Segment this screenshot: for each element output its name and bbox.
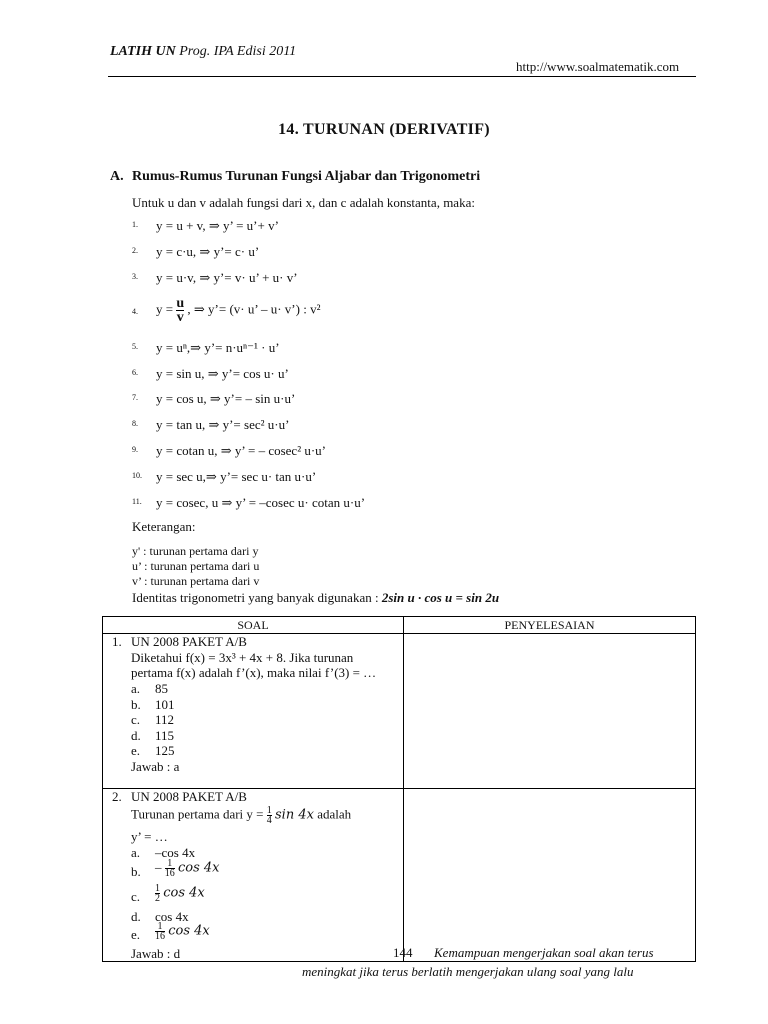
footer-motto-line2: meningkat jika terus berlatih mengerjakan ulang soal yang lalu [302, 964, 634, 979]
footer-motto-line1: Kemampuan mengerjakan soal akan terus [434, 945, 654, 960]
option-value: 112 [155, 712, 175, 727]
question-source: UN 2008 PAKET A/B [131, 789, 247, 804]
formula-suffix: , ⇒ y’= (v· u’ – u· v’) : v² [184, 301, 321, 317]
minus-sign: – [155, 859, 162, 875]
page-title: 14. TURUNAN (DERIVATIF) [278, 121, 490, 138]
formula-number: 8. [132, 419, 138, 428]
header-url[interactable]: http://www.soalmatematik.com [516, 59, 680, 74]
option-label: d. [131, 909, 141, 924]
option-label: c. [131, 712, 141, 727]
formula-text: y = sin u, ⇒ y’= cos u· u’ [156, 366, 289, 381]
header-brand: LATIH UN [110, 44, 176, 59]
math-expression: cos 4x [163, 885, 205, 901]
formula-text: y = sec u,⇒ y’= sec u· tan u·u’ [156, 469, 317, 484]
header-rule [108, 76, 696, 77]
question-text: pertama f(x) adalah f’(x), maka nilai f’(3) = … [131, 665, 377, 680]
fraction [165, 859, 175, 878]
option-label: e. [131, 927, 141, 942]
math-expression: cos 4x [168, 923, 210, 939]
section-a-heading [110, 169, 480, 185]
formula-number: 4. [132, 307, 138, 316]
question-text-suffix: adalah [313, 806, 352, 822]
question-text [131, 806, 351, 825]
option-label: a. [131, 845, 141, 860]
option-value: 115 [155, 728, 175, 743]
answer-key: Jawab : a [131, 759, 180, 774]
question-1 [103, 634, 403, 788]
option-label: a. [131, 681, 141, 696]
section-a-title: Rumus-Rumus Turunan Fungsi Aljabar dan Trigonometri [132, 169, 481, 184]
fraction-numerator: 1 [266, 805, 272, 816]
formula-number: 7. [132, 393, 138, 402]
formula-number: 10. [132, 471, 142, 480]
keterangan-note: v’ : turunan pertama dari v [132, 574, 260, 588]
answer-key: Jawab : d [131, 946, 181, 961]
header-edition: Prog. IPA Edisi 2011 [175, 44, 297, 59]
solution-cell [404, 789, 696, 962]
fraction-numerator: 1 [167, 858, 173, 869]
formula-number: 1. [132, 220, 138, 229]
question-2 [103, 789, 403, 961]
math-expression: cos 4x [178, 860, 220, 876]
formula-number: 6. [132, 368, 138, 377]
keterangan-note: u’ : turunan pertama dari u [132, 559, 260, 573]
column-header-penyelesaian: PENYELESAIAN [404, 617, 696, 634]
fraction [155, 922, 165, 941]
option-label: c. [131, 889, 141, 904]
solution-cell [404, 634, 696, 789]
formula-number: 11. [132, 497, 142, 506]
option-value: 101 [155, 697, 175, 712]
table-row [103, 789, 696, 962]
fraction-numerator: 1 [155, 883, 160, 894]
formula-text: y = u·v, ⇒ y’= v· u’ + u· v’ [156, 270, 298, 285]
question-source: UN 2008 PAKET A/B [131, 634, 247, 649]
formula-number: 5. [132, 342, 138, 351]
option-value: 85 [155, 681, 168, 696]
soal-table [102, 616, 696, 962]
table-row [103, 634, 696, 789]
fraction-numerator: 1 [157, 921, 163, 932]
question-cell [103, 789, 404, 962]
question-text-prefix: Turunan pertama dari y = [131, 806, 267, 822]
fraction-denominator: 4 [266, 815, 272, 826]
formula-text: y = c·u, ⇒ y’= c· u’ [156, 244, 260, 259]
option-label: d. [131, 728, 141, 743]
option-value [155, 884, 205, 903]
table-header-row [103, 617, 696, 634]
question-number: 2. [112, 789, 122, 804]
option-value [155, 922, 210, 941]
fraction-denominator: v [176, 310, 184, 325]
formula-text: y = cotan u, ⇒ y’ = – cosec² u·u’ [156, 443, 326, 458]
keterangan-note: y' : turunan pertama dari y [132, 544, 259, 558]
fraction-denominator: 16 [164, 868, 175, 879]
header-title [110, 44, 296, 60]
identity-line [132, 590, 499, 606]
section-a-label: A. [110, 169, 124, 184]
question-number: 1. [112, 634, 122, 649]
section-a-intro: Untuk u dan v adalah fungsi dari x, dan c adalah konstanta, maka: [132, 195, 475, 210]
option-value [155, 859, 220, 878]
option-value: 125 [155, 743, 175, 758]
formula-prefix: y = [156, 301, 177, 317]
fraction [267, 806, 272, 825]
formula-number: 9. [132, 445, 138, 454]
option-label: e. [131, 743, 141, 758]
fraction-numerator: u [176, 296, 185, 311]
option-value: –cos 4x [155, 845, 196, 860]
identity-formula: 2sin u · cos u = sin 2u [381, 590, 500, 605]
formula-text: y = tan u, ⇒ y’= sec² u·u’ [156, 417, 290, 432]
identity-label: Identitas trigonometri yang banyak digunakan : [132, 590, 382, 605]
page-number: 144 [393, 945, 413, 960]
option-label: b. [131, 864, 141, 879]
fraction-denominator: 16 [155, 931, 165, 942]
fraction [155, 884, 160, 903]
formula-fraction [176, 297, 184, 324]
column-header-soal: SOAL [103, 617, 404, 634]
keterangan-heading: Keterangan: [132, 519, 196, 534]
question-text: y’ = … [131, 829, 168, 844]
question-cell [103, 634, 404, 789]
option-value: cos 4x [155, 909, 189, 924]
math-expression: sin 4x [275, 807, 314, 823]
formula-number: 3. [132, 272, 138, 281]
option-label: b. [131, 697, 141, 712]
question-text: Diketahui f(x) = 3x³ + 4x + 8. Jika turunan [131, 650, 354, 665]
formula-number: 2. [132, 246, 138, 255]
fraction-denominator: 2 [155, 893, 160, 904]
formula-text: y = uⁿ,⇒ y’= n·uⁿ⁻¹ · u’ [156, 340, 280, 355]
formula-text: y = cosec, u ⇒ y’ = –cosec u· cotan u·u’ [156, 495, 366, 510]
formula-text: y = u + v, ⇒ y’ = u’+ v’ [156, 218, 279, 233]
formula-text [156, 297, 320, 324]
formula-text: y = cos u, ⇒ y’= – sin u·u’ [156, 391, 296, 406]
